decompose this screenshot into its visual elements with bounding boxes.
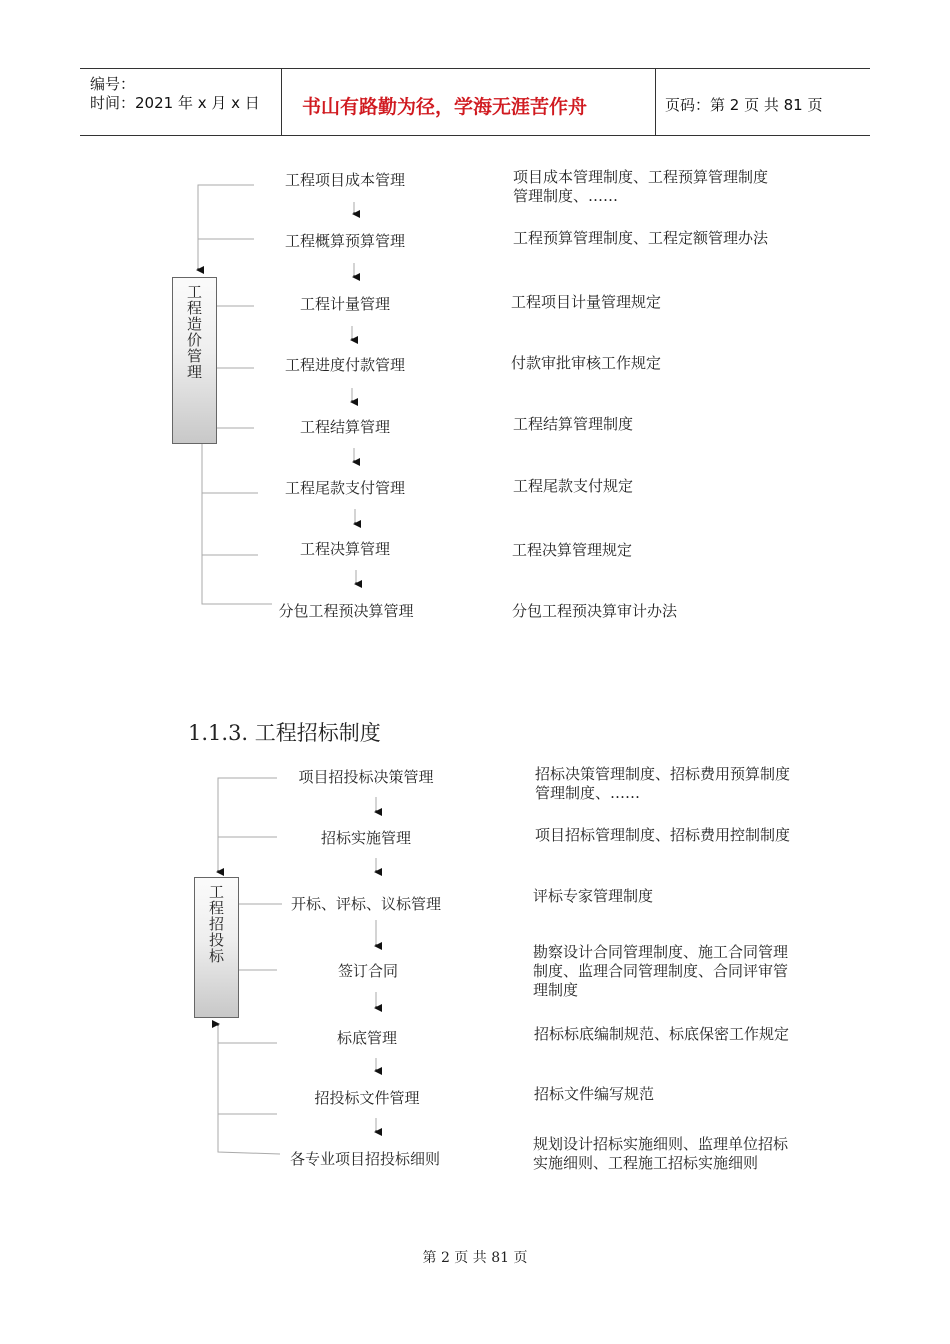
- cost-desc-5: 工程结算管理制度: [513, 415, 634, 433]
- bid-step-6: 招投标文件管理: [314, 1089, 420, 1107]
- bid-step-1: 项目招投标决策管理: [298, 768, 434, 786]
- bid-desc-6: 招标文件编写规范: [534, 1085, 655, 1103]
- cost-step-8: 分包工程预决算管理: [278, 602, 414, 620]
- bid-desc-3: 评标专家管理制度: [533, 887, 654, 905]
- footer-page-number: 第 2 页 共 81 页: [422, 1250, 528, 1266]
- cost-desc-8: 分包工程预决算审计办法: [512, 602, 678, 620]
- cost-desc-4: 付款审批审核工作规定: [511, 354, 662, 372]
- document-number-label: 编号：: [90, 75, 136, 93]
- cost-desc-2: 工程预算管理制度、工程定额管理办法: [513, 229, 769, 247]
- cost-desc-7: 工程决算管理规定: [512, 541, 633, 559]
- header-page-number: 页码：第 2 页 共 81 页: [665, 96, 823, 114]
- cost-step-7: 工程决算管理: [299, 540, 391, 558]
- cost-step-1: 工程项目成本管理: [284, 171, 406, 189]
- cost-step-3: 工程计量管理: [299, 295, 391, 313]
- cost-management-box-label: 工程造价管理: [185, 284, 203, 380]
- bid-step-7: 各专业项目招投标细则: [289, 1150, 441, 1168]
- bid-desc-7: 规划设计招标实施细则、监理单位招标 实施细则、工程施工招标实施细则: [533, 1135, 789, 1172]
- bid-desc-5: 招标标底编制规范、标底保密工作规定: [534, 1025, 790, 1043]
- bid-step-4: 签订合同: [337, 962, 399, 980]
- cost-step-5: 工程结算管理: [299, 418, 391, 436]
- bid-step-3: 开标、评标、议标管理: [290, 895, 442, 913]
- cost-step-2: 工程概算预算管理: [284, 232, 406, 250]
- bidding-box: [194, 877, 239, 1018]
- bid-step-2: 招标实施管理: [320, 829, 412, 847]
- bid-desc-2: 项目招标管理制度、招标费用控制制度: [535, 826, 791, 844]
- cost-step-4: 工程进度付款管理: [284, 356, 406, 374]
- bid-desc-1: 招标决策管理制度、招标费用预算制度 管理制度、……: [535, 765, 791, 802]
- cost-desc-6: 工程尾款支付规定: [513, 477, 634, 495]
- bid-desc-4: 勘察设计合同管理制度、施工合同管理 制度、监理合同管理制度、合同评审管 理制度: [533, 943, 789, 999]
- cost-desc-1: 项目成本管理制度、工程预算管理制度 管理制度、……: [513, 168, 769, 205]
- cost-management-box: [172, 277, 217, 444]
- section-title: 1.1.3. 工程招标制度: [188, 721, 381, 745]
- document-date: 时间：2021 年 x 月 x 日: [90, 94, 260, 112]
- cost-desc-3: 工程项目计量管理规定: [511, 293, 662, 311]
- bid-step-5: 标底管理: [336, 1029, 398, 1047]
- header-motto: 书山有路勤为径，学海无涯苦作舟: [302, 96, 588, 118]
- cost-step-6: 工程尾款支付管理: [284, 479, 406, 497]
- bidding-box-label: 工程招投标: [207, 884, 225, 964]
